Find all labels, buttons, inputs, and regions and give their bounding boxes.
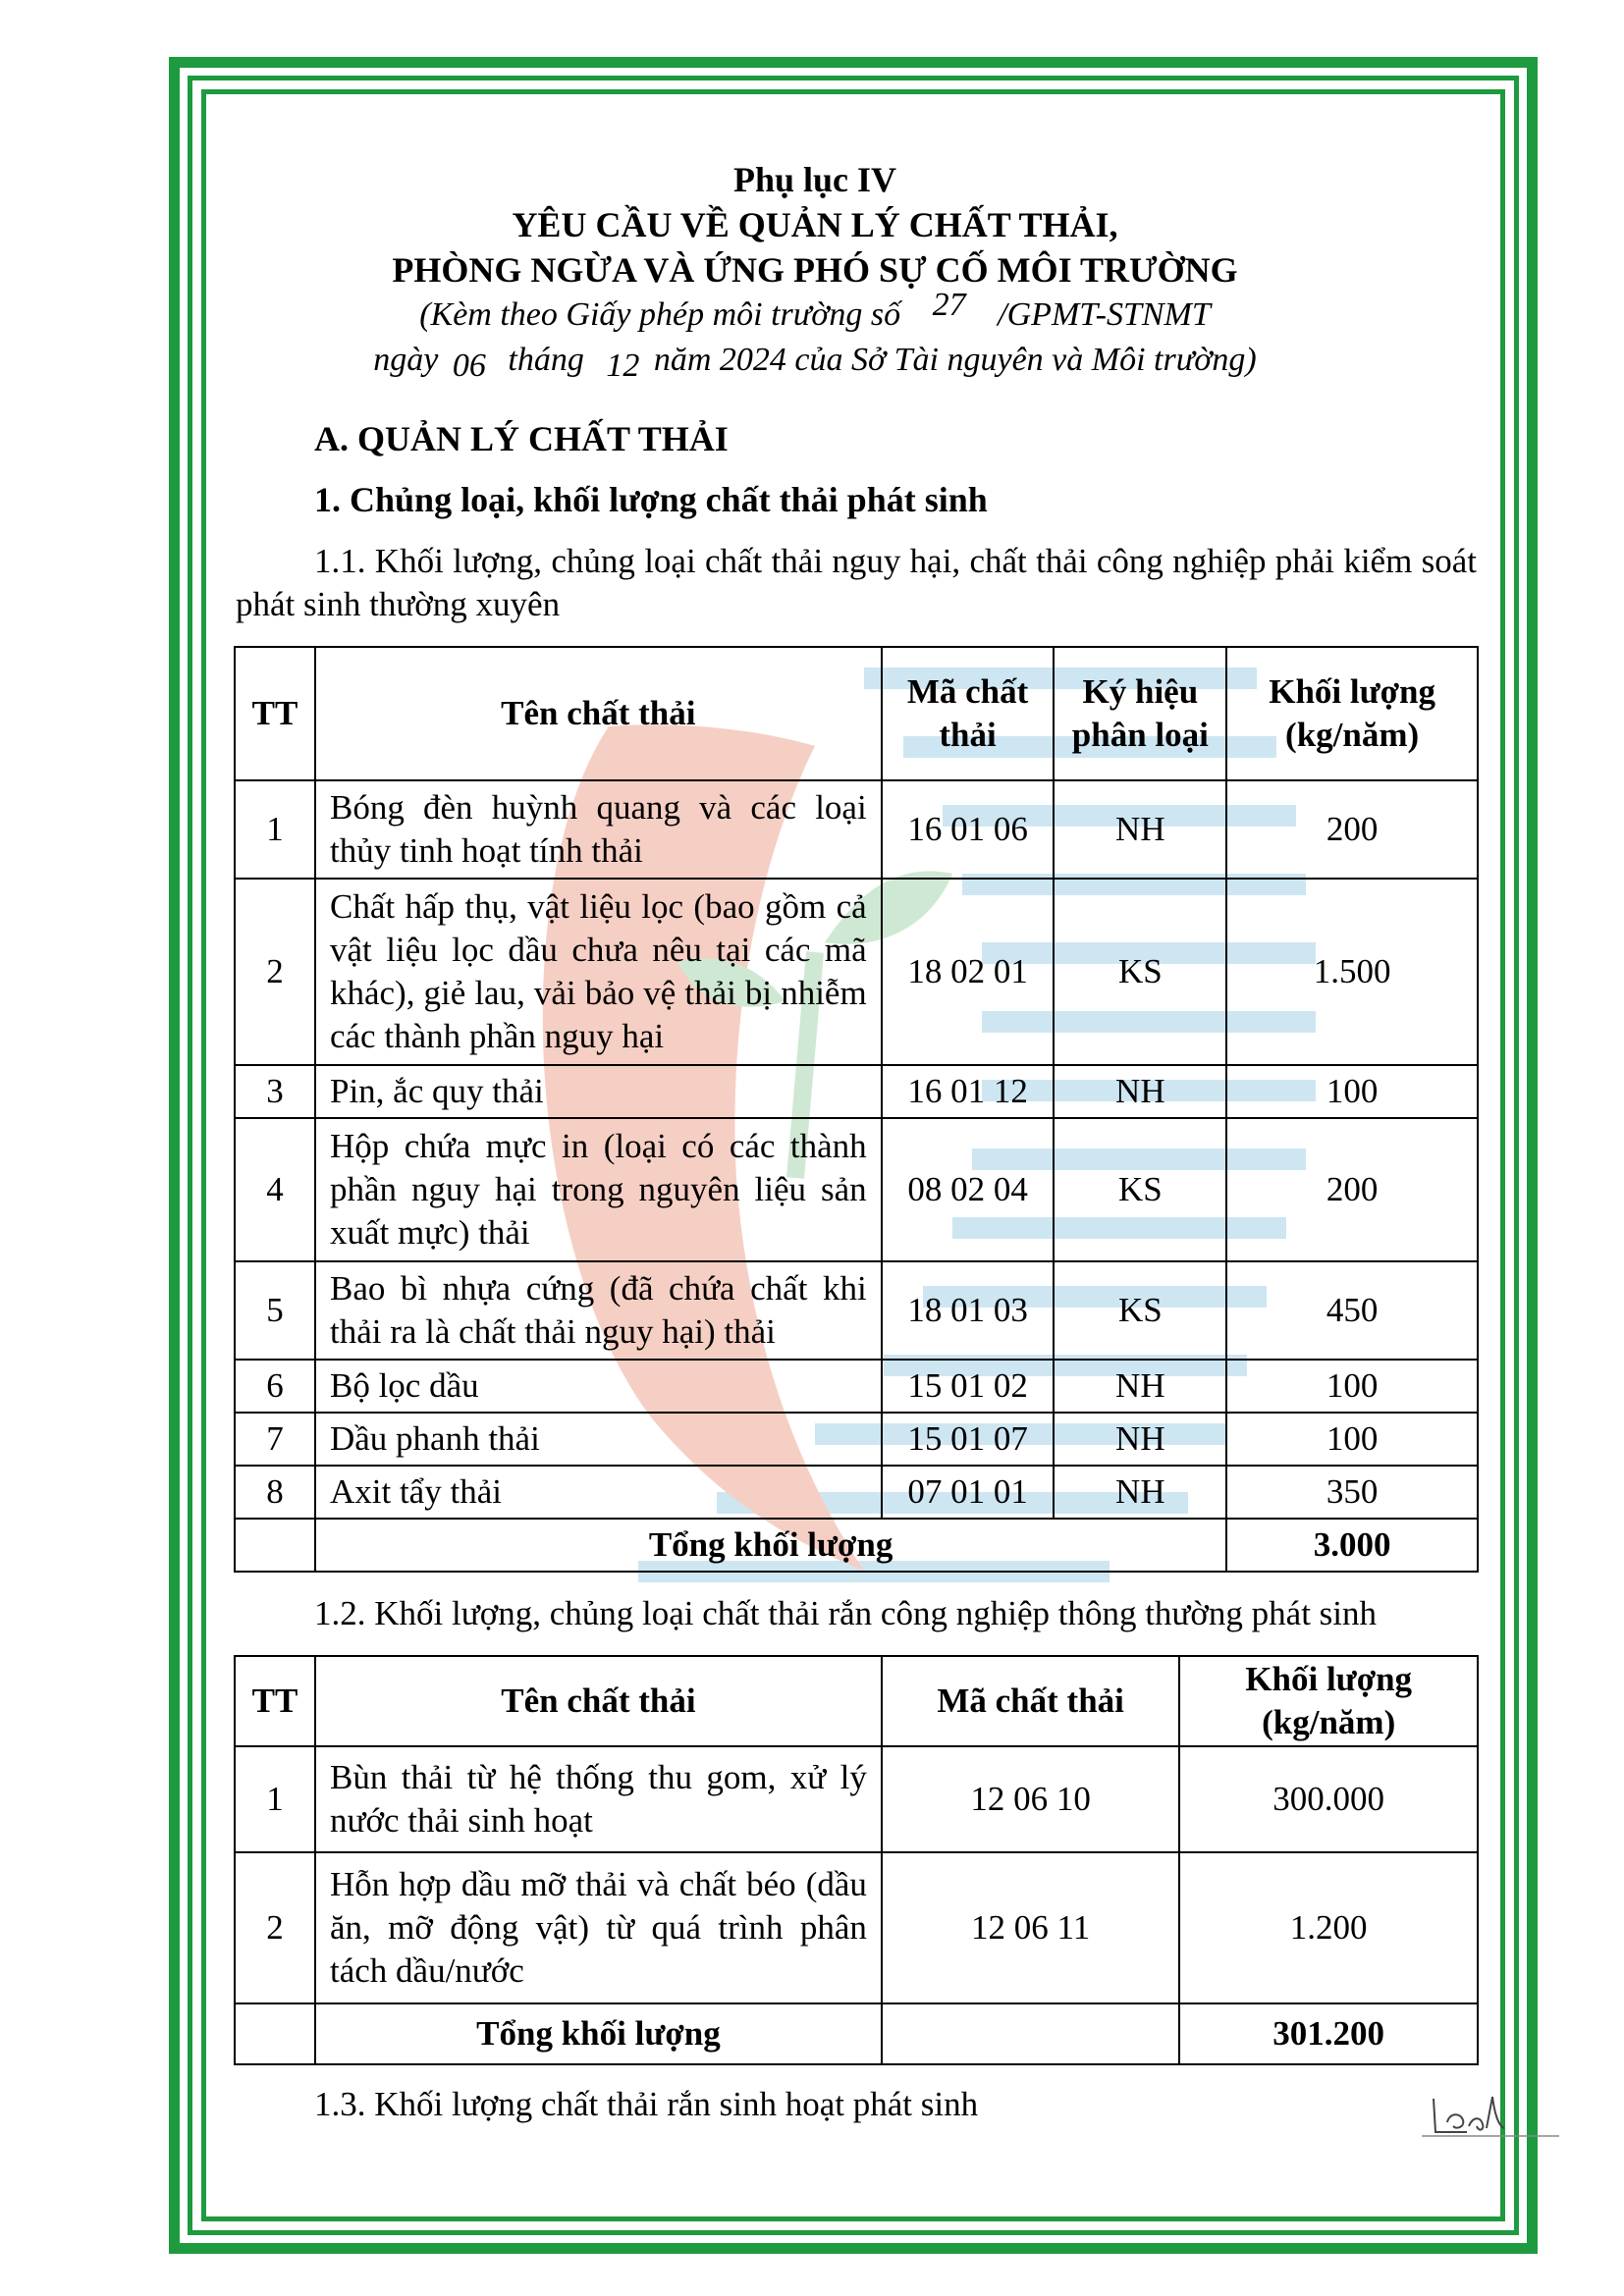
date-day: 06 (452, 347, 486, 384)
cell-mass: 100 (1226, 1065, 1478, 1118)
header-tt: TT (235, 647, 315, 780)
cell-symbol: KS (1054, 1261, 1226, 1360)
table-row (235, 1852, 1478, 2003)
table-row (235, 1261, 1478, 1360)
cell-code: 18 02 01 (882, 879, 1055, 1065)
cell-mass: 200 (1226, 780, 1478, 879)
cell-name: Dầu phanh thải (315, 1413, 882, 1466)
cell-symbol: NH (1054, 1065, 1226, 1118)
table-row (235, 1746, 1478, 1852)
total-empty-code-cell (882, 2003, 1179, 2064)
header-tt: TT (235, 1656, 315, 1746)
table-row (235, 1360, 1478, 1413)
table-row (235, 1466, 1478, 1519)
table-header-row (235, 647, 1478, 780)
cell-symbol: KS (1054, 879, 1226, 1065)
table-row (235, 780, 1478, 879)
cell-code: 18 01 03 (882, 1261, 1055, 1360)
total-label: Tổng khối lượng (315, 2003, 882, 2064)
cell-tt: 5 (235, 1261, 315, 1360)
signature-initials-icon (1422, 2093, 1559, 2142)
cell-symbol: NH (1054, 1413, 1226, 1466)
attach-suffix: /GPMT-STNMT (998, 296, 1211, 333)
table-header-row (235, 1656, 1478, 1746)
cell-name: Axit tẩy thải (315, 1466, 882, 1519)
header-symbol: Ký hiệu phân loại (1054, 647, 1226, 780)
cell-name: Hỗn hợp dầu mỡ thải và chất béo (dầu ăn, mỡ động vật) từ quá trình phân tách dầu/nước (315, 1852, 882, 2003)
cell-tt: 2 (235, 879, 315, 1065)
section-1-heading: 1. Chủng loại, khối lượng chất thải phát sinh (314, 480, 988, 519)
appendix-title: Phụ lục IV (732, 160, 897, 199)
cell-symbol: NH (1054, 1466, 1226, 1519)
cell-name: Bao bì nhựa cứng (đã chứa chất khi thải ra là chất thải nguy hại) thải (315, 1261, 882, 1360)
cell-name: Pin, ắc quy thải (315, 1065, 882, 1118)
total-empty-cell (235, 2003, 315, 2064)
cell-name: Chất hấp thụ, vật liệu lọc (bao gồm cả vật liệu lọc dầu chưa nêu tại các mã khác), giẻ lau, vải bảo vệ thải bị nhiễm các thành phần nguy hại (315, 879, 882, 1065)
cell-mass: 300.000 (1179, 1746, 1478, 1852)
document-header (236, 157, 1394, 383)
cell-symbol: NH (1054, 780, 1226, 879)
total-row (235, 2003, 1478, 2064)
cell-code: 07 01 01 (882, 1466, 1055, 1519)
table-row (235, 879, 1478, 1065)
permit-number: 27 (932, 287, 966, 323)
cell-code: 12 06 10 (882, 1746, 1179, 1852)
cell-mass: 100 (1226, 1360, 1478, 1413)
cell-name: Bùn thải từ hệ thống thu gom, xử lý nước thải sinh hoạt (315, 1746, 882, 1852)
header-mass: Khối lượng (kg/năm) (1179, 1656, 1478, 1746)
cell-name: Bóng đèn huỳnh quang và các loại thủy tinh hoạt tính thải (315, 780, 882, 879)
header-mass: Khối lượng (kg/năm) (1226, 647, 1478, 780)
total-label: Tổng khối lượng (315, 1519, 1226, 1572)
section-a-heading: A. QUẢN LÝ CHẤT THẢI (314, 419, 729, 458)
attachment-line (236, 287, 1394, 338)
cell-code: 16 01 06 (882, 780, 1055, 879)
hazardous-waste-table (234, 646, 1479, 1573)
cell-name: Bộ lọc dầu (315, 1360, 882, 1413)
cell-code: 15 01 07 (882, 1413, 1055, 1466)
table-row (235, 1065, 1478, 1118)
cell-tt: 3 (235, 1065, 315, 1118)
title-line-2: PHÒNG NGỪA VÀ ỨNG PHÓ SỰ CỐ MÔI TRƯỜNG (392, 250, 1238, 290)
cell-tt: 1 (235, 1746, 315, 1852)
cell-tt: 8 (235, 1466, 315, 1519)
date-line (236, 338, 1394, 383)
total-value: 3.000 (1226, 1519, 1478, 1572)
header-code: Mã chất thải (882, 1656, 1179, 1746)
month-label: tháng (508, 342, 584, 378)
header-name: Tên chất thải (315, 647, 882, 780)
attach-prefix: (Kèm theo Giấy phép môi trường số (419, 296, 901, 333)
cell-mass: 200 (1226, 1118, 1478, 1261)
industrial-solid-waste-table (234, 1655, 1479, 2065)
cell-tt: 7 (235, 1413, 315, 1466)
cell-symbol: KS (1054, 1118, 1226, 1261)
total-value: 301.200 (1179, 2003, 1478, 2064)
header-name: Tên chất thải (315, 1656, 882, 1746)
paragraph-1-3: 1.3. Khối lượng chất thải rắn sinh hoạt phát sinh (314, 2085, 979, 2123)
table-row (235, 1413, 1478, 1466)
date-suffix: năm 2024 của Sở Tài nguyên và Môi trường) (653, 342, 1257, 378)
cell-tt: 2 (235, 1852, 315, 2003)
cell-mass: 350 (1226, 1466, 1478, 1519)
date-month: 12 (606, 347, 640, 384)
cell-code: 16 01 12 (882, 1065, 1055, 1118)
paragraph-1-2: 1.2. Khối lượng, chủng loại chất thải rắn công nghiệp thông thường phát sinh (314, 1594, 1378, 1632)
table-row (235, 1118, 1478, 1261)
total-empty-cell (235, 1519, 315, 1572)
cell-tt: 1 (235, 780, 315, 879)
date-prefix: ngày (373, 342, 439, 378)
cell-code: 08 02 04 (882, 1118, 1055, 1261)
header-code: Mã chất thải (882, 647, 1055, 780)
cell-mass: 1.200 (1179, 1852, 1478, 2003)
paragraph-1-1: 1.1. Khối lượng, chủng loại chất thải nguy hại, chất thải công nghiệp phải kiểm soát phát sinh thường xuyên (236, 542, 1477, 623)
cell-code: 15 01 02 (882, 1360, 1055, 1413)
title-line-1: YÊU CẦU VỀ QUẢN LÝ CHẤT THẢI, (512, 205, 1118, 244)
cell-mass: 1.500 (1226, 879, 1478, 1065)
cell-name: Hộp chứa mực in (loại có các thành phần nguy hại trong nguyên liệu sản xuất mực) thải (315, 1118, 882, 1261)
cell-mass: 450 (1226, 1261, 1478, 1360)
total-row (235, 1519, 1478, 1572)
cell-mass: 100 (1226, 1413, 1478, 1466)
cell-tt: 6 (235, 1360, 315, 1413)
cell-symbol: NH (1054, 1360, 1226, 1413)
cell-tt: 4 (235, 1118, 315, 1261)
cell-code: 12 06 11 (882, 1852, 1179, 2003)
